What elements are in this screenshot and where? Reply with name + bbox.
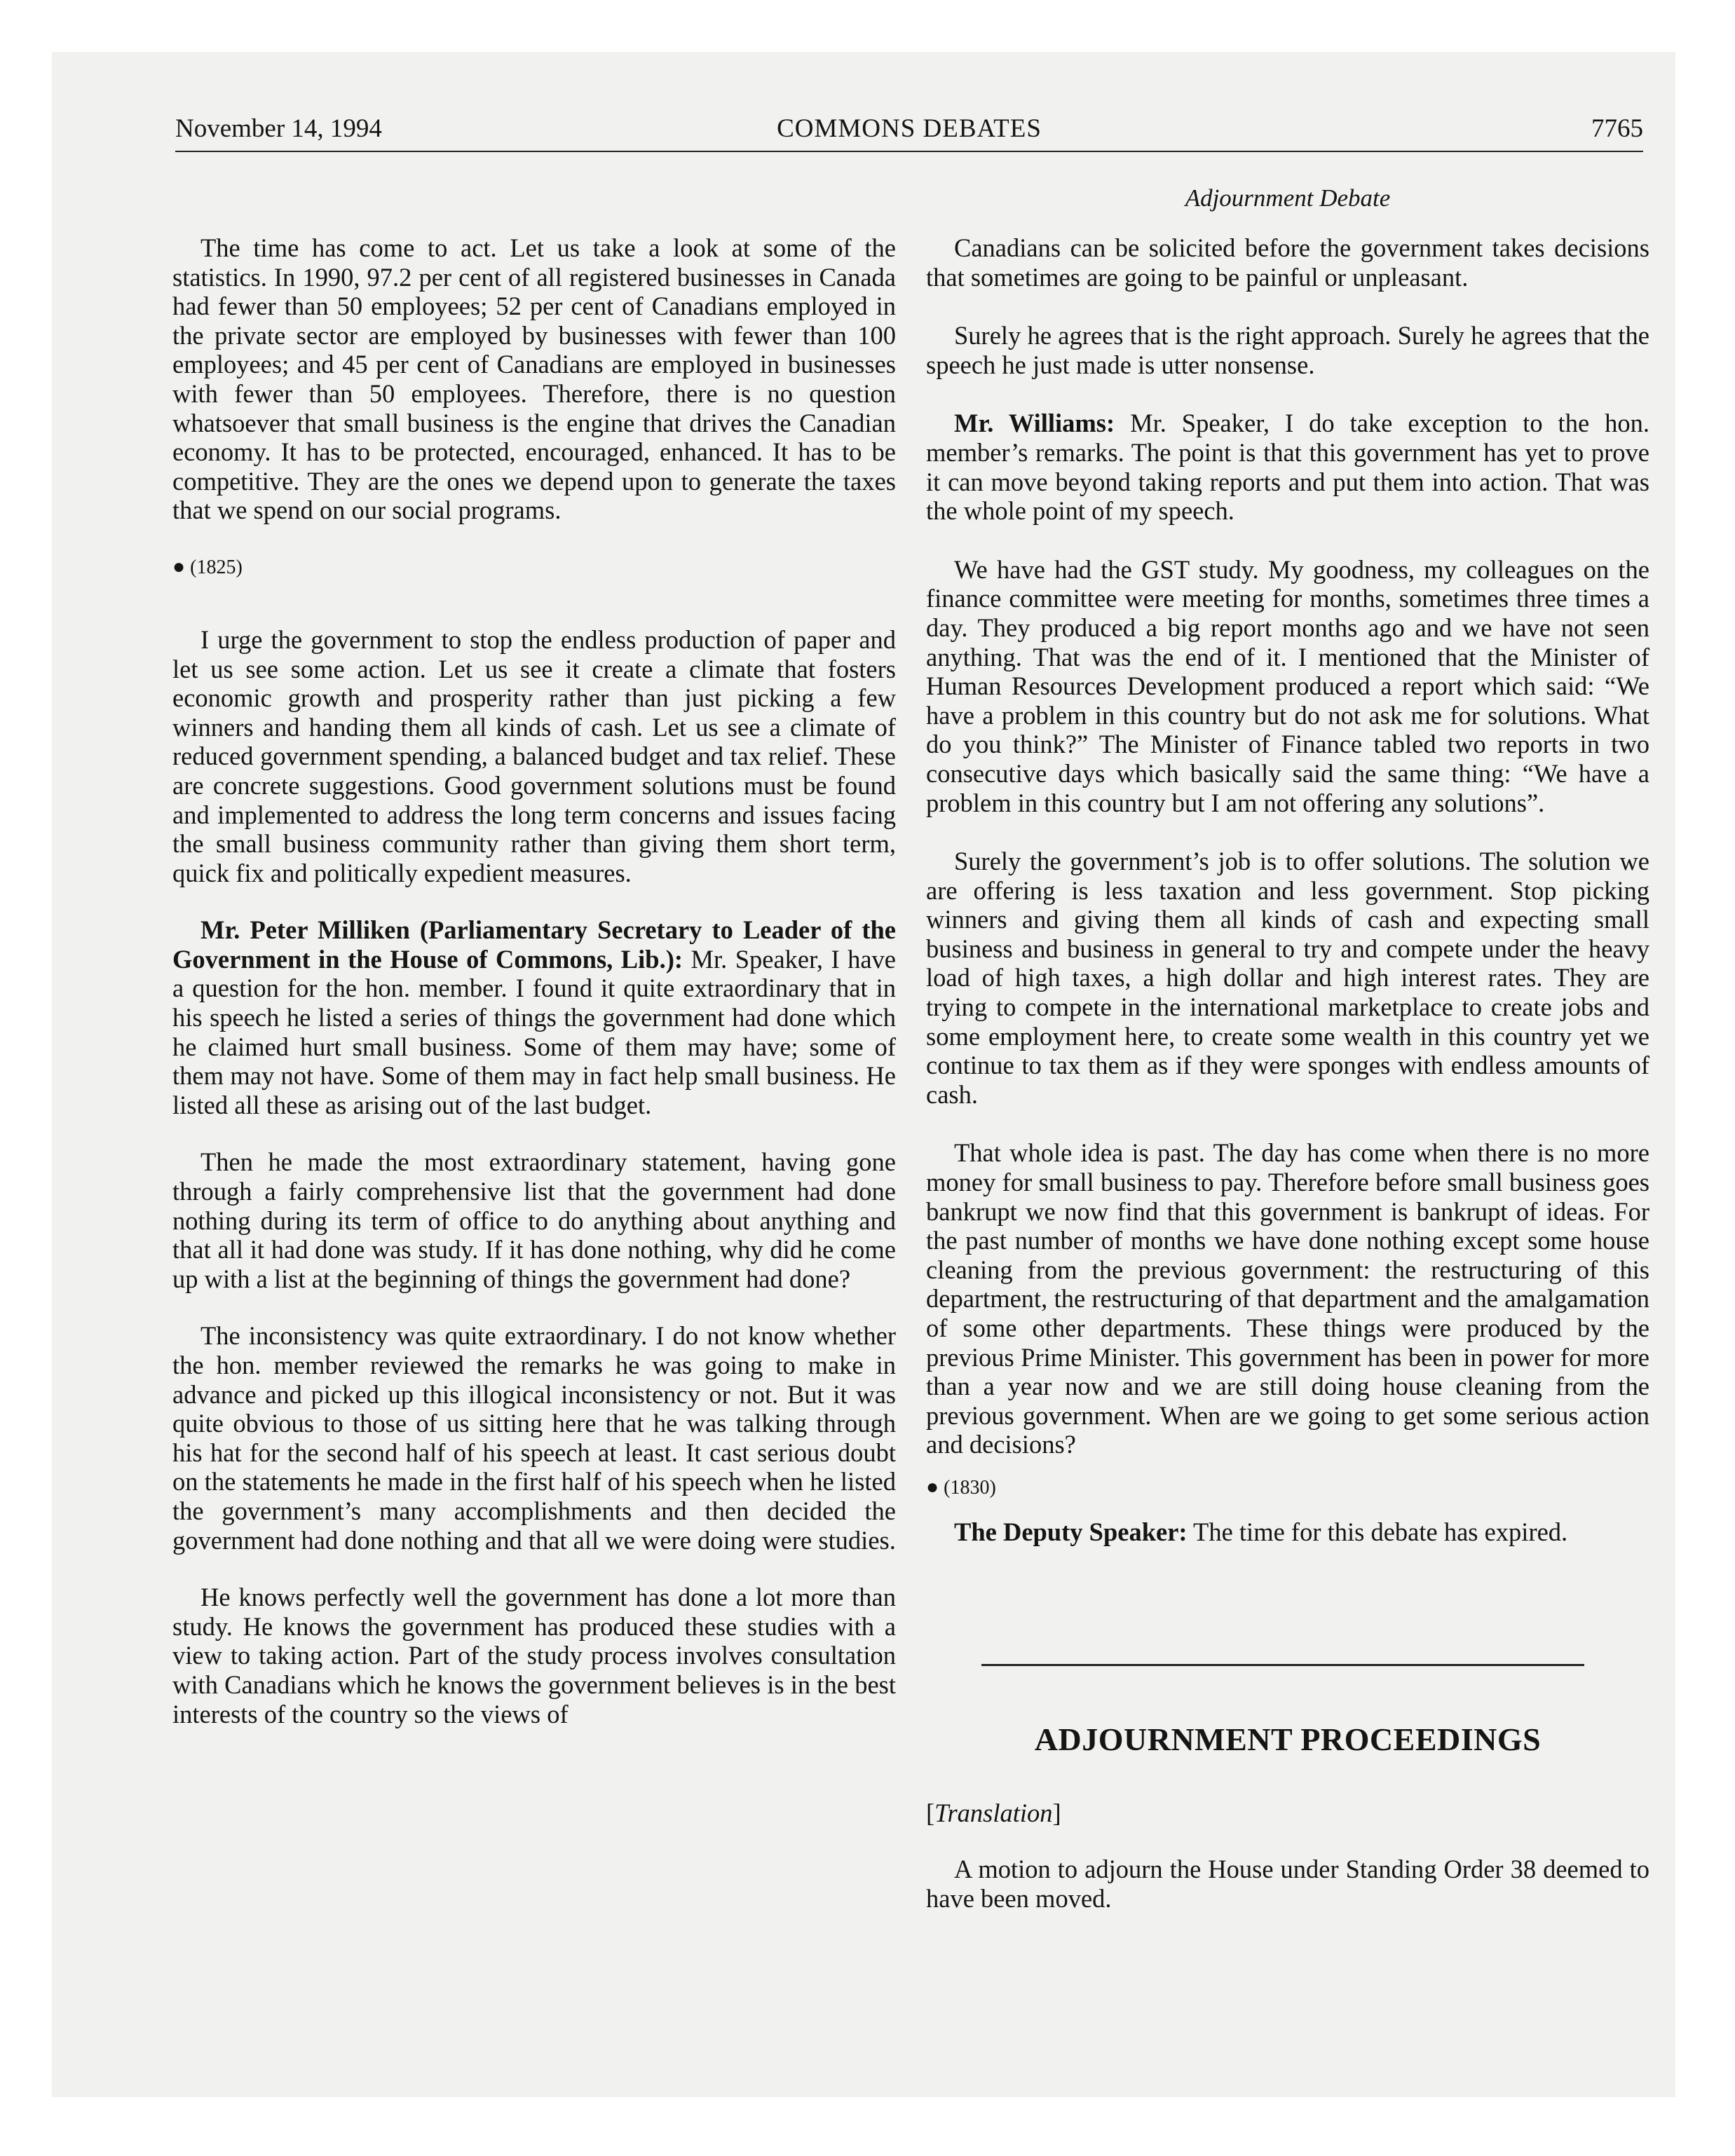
speaker-name: Mr. Williams: [954,409,1115,438]
speech-paragraph [172,915,896,1119]
header-rule [175,151,1643,152]
paragraph: Surely he agrees that is the right approach. Surely he agrees that the speech he just made is utter nonsense. [926,321,1649,379]
time-marker [172,553,896,582]
paragraph: The inconsistency was quite extraordinary. I do not know whether the hon. member reviewed the remarks he was going to make in advance and picked up this illogical inconsistency or not. But it was quite obvious to those of us sitting here that he was talking through his hat for the second half of his speech at least. It cast serious doubt on the statements he made in the first half of his speech when he listed the government’s many accomplishments and then decided the government had done nothing and that all we were doing were studies. [172,1321,896,1555]
running-head: Adjournment Debate [1185,184,1391,212]
header-date: November 14, 1994 [175,114,382,143]
paragraph: He knows perfectly well the government has done a lot more than study. He knows the government has produced these studies with a view to taking action. Part of the study process involves consultation with Canadians which he knows the government believes is in the best interests of the country so the views of [172,1583,896,1728]
header-page-number: 7765 [1591,114,1643,143]
bullet-icon: ● [172,554,186,578]
paragraph: Canadians can be solicited before the government takes decisions that sometimes are going to be painful or unpleasant. [926,233,1649,292]
paragraph: We have had the GST study. My goodness, my colleagues on the finance committee were meeting for months, sometimes three times a day. They produced a big report months ago and we have not seen anything. That was the end of it. I mentioned that the Minister of Human Resources Development produced a report which said: “We have a problem in this country but do not ask me for solutions. What do you think?” The Minister of Finance tabled two reports in two consecutive days which basically said the same thing: “We have a problem in this country but I am not offering any solutions”. [926,554,1649,817]
paragraph: Surely the government’s job is to offer solutions. The solution we are offering is less taxation and less government. Stop picking winners and giving them all kinds of cash and expecting small business and business in general to try and compete under the heavy load of high taxes, a high dollar and high interest rates. They are trying to compete in the international marketplace to create jobs and some employment here, to create some wealth in this country yet we continue to tax them as if they were sponges with endless amounts of cash. [926,847,1649,1109]
speaker-name: The Deputy Speaker: [954,1517,1188,1546]
page-header [175,112,1643,153]
paragraph: The time has come to act. Let us take a look at some of the statistics. In 1990, 97.2 per cent of all registered businesses in Canada had fewer than 50 employees; 52 per cent of Canadians employed in the private sector are employed by businesses with fewer than 100 employees; and 45 per cent of Canadians are employed in businesses with fewer than 50 employees. Therefore, there is no question whatsoever that small business is the engine that drives the Canadian economy. It has to be protected, encouraged, enhanced. It has to be competitive. They are the ones we depend upon to generate the taxes that we spend on our social programs. [172,233,896,525]
header-publication: COMMONS DEBATES [777,114,1042,143]
section-title: ADJOURNMENT PROCEEDINGS [1034,1721,1542,1757]
speech-paragraph [926,409,1649,525]
section-divider [981,1664,1584,1666]
bullet-icon: ● [926,1475,939,1499]
time-marker-label: (1830) [944,1476,996,1499]
translation-label: Translation [934,1799,1053,1827]
paragraph: I urge the government to stop the endless production of paper and let us see some action. Let us see it create a climate that fosters economic growth and prosperity rather than just picking a few winners and handing them all kinds of cash. Let us see a climate of reduced government spending, a balanced budget and tax relief. These are concrete suggestions. Good government solutions must be found and implemented to address the long term concerns and issues facing the small business community rather than giving them short term, quick fix and politically expedient measures. [172,625,896,887]
paragraph: Then he made the most extraordinary statement, having gone through a fairly comprehensive list that the government had done nothing during its term of office to do anything about anything and that all it had done was study. If it has done nothing, why did he come up with a list at the beginning of things the government had done? [172,1147,896,1293]
paragraph: That whole idea is past. The day has come when there is no more money for small business to pay. Therefore before small business goes bankrupt we now find that this government is bankrupt of ideas. For the past number of months we have done nothing except some house cleaning from the previous government: the restructuring of this department, the restructuring of that department and the amalgamation of some other departments. These things were produced by the previous Prime Minister. This government has been in power for more than a year now and we are still doing house cleaning from the previous government. When are we going to get some serious action and decisions? [926,1138,1649,1459]
motion-text: A motion to adjourn the House under Standing Order 38 deemed to have been moved. [926,1855,1649,1913]
time-marker [926,1473,1649,1502]
speech-paragraph [926,1517,1649,1547]
time-marker-label: (1825) [190,556,243,578]
speech-text: Mr. Speaker, I have a question for the hon. member. I found it quite extraordinary that in his speech he listed a series of things the government had done which he claimed hurt small business. Some of them may have; some of them may not have. Some of them may in fact help small business. He listed all these as arising out of the last budget. [172,944,897,1119]
translation-note: [Translation] [926,1799,1061,1827]
speaker-name: Mr. Peter Milliken (Parliamentary Secretary to Leader of the Government in the House of Commons, Lib.): [172,915,896,974]
speech-text: Mr. Speaker, I do take exception to the hon. member’s remarks. The point is that this government has yet to prove it can move beyond taking reports and put them into action. That was the whole point of my speech. [926,409,1649,526]
left-column [172,233,896,1728]
speech-text: The time for this debate has expired. [1187,1517,1568,1546]
motion-block [926,1855,1649,1913]
right-column [926,233,1649,1547]
